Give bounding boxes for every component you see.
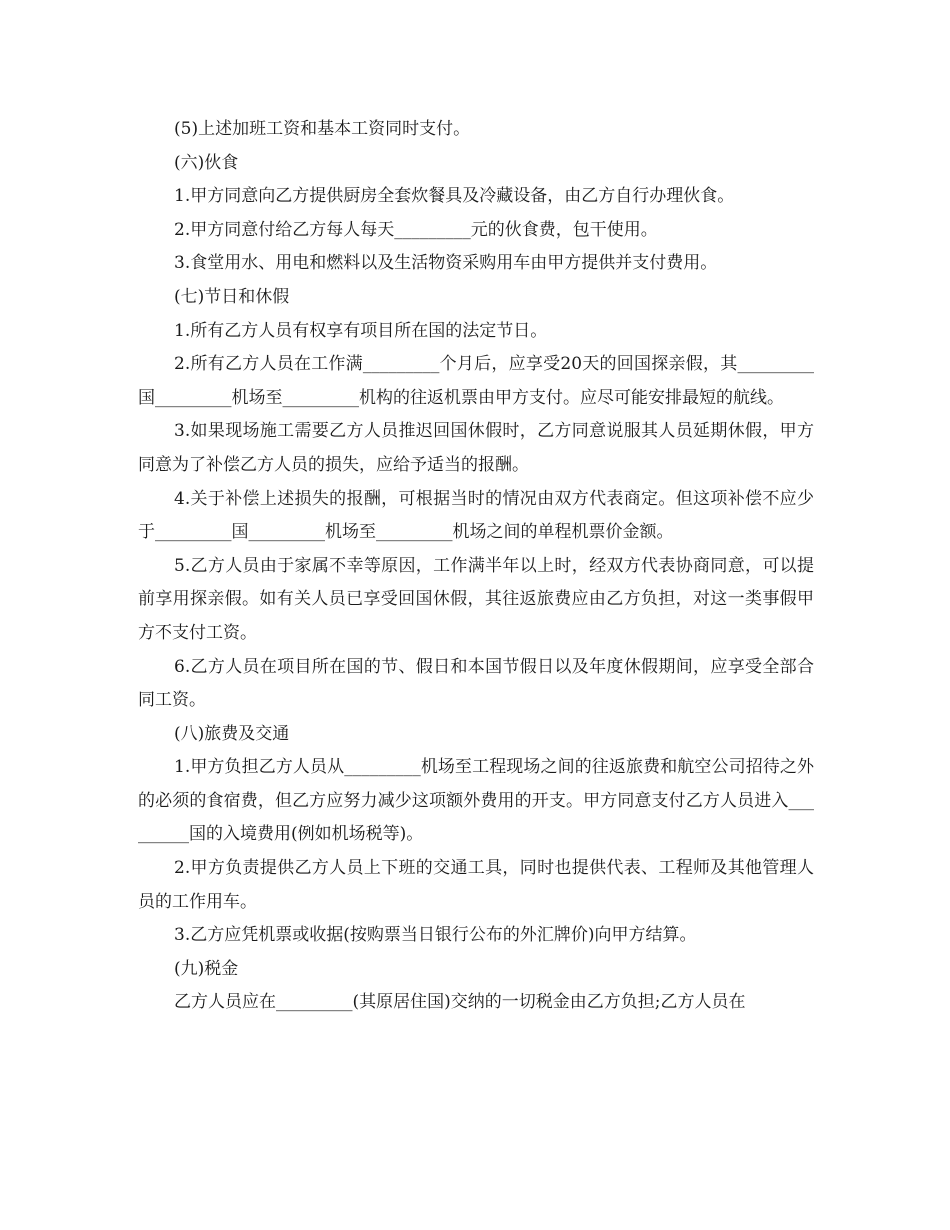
paragraph-early-leave: 5.乙方人员由于家属不幸等原因，工作满半年以上时，经双方代表协商同意，可以提前享用探亲假。如有关人员已享受回国休假，其往返旅费应由乙方负担，对这一类事假甲方不支付工资。	[138, 555, 814, 643]
paragraph-canteen-utilities: 3.食堂用水、用电和燃料以及生活物资采购用车由甲方提供并支付费用。	[174, 253, 718, 274]
paragraph-home-leave: 2.所有乙方人员在工作满_________个月后，应享受20天的回国探亲假，其_________国_________机场至_________机构的往返机票由甲方支付。应尽可能安排最短的航线。	[138, 354, 814, 408]
paragraph-taxes: 乙方人员应在_________(其原居住国)交纳的一切税金由乙方负担;乙方人员在	[174, 992, 746, 1013]
paragraph-meal-allowance: 2.甲方同意付给乙方每人每天_________元的伙食费，包干使用。	[174, 219, 658, 240]
paragraph-overtime-payment: (5)上述加班工资和基本工资同时支付。	[174, 119, 471, 139]
paragraph-settlement: 3.乙方应凭机票或收据(按购票当日银行公布的外汇牌价)向甲方结算。	[174, 925, 697, 946]
section-heading-travel: (八)旅费及交通	[174, 723, 290, 744]
section-heading-meals: (六)伙食	[174, 152, 239, 173]
paragraph-transport: 2.甲方负责提供乙方人员上下班的交通工具，同时也提供代表、工程师及其他管理人员的工作用车。	[138, 858, 814, 912]
paragraph-kitchen-equipment: 1.甲方同意向乙方提供厨房全套炊餐具及冷藏设备，由乙方自行办理伙食。	[174, 186, 735, 207]
section-heading-taxes: (九)税金	[174, 958, 239, 979]
paragraph-leave-postponement: 3.如果现场施工需要乙方人员推迟回国休假时，乙方同意说服其人员延期休假，甲方同意为了补偿乙方人员的损失，应给予适当的报酬。	[138, 421, 814, 475]
paragraph-compensation: 4.关于补偿上述损失的报酬，可根据当时的情况由双方代表商定。但这项补偿不应少于_________国_________机场至_________机场之间的单程机票价金额。	[138, 488, 814, 543]
paragraph-travel-expenses: 1.甲方负担乙方人员从_________机场至工程现场之间的往返旅费和航空公司招待之外的必须的食宿费，但乙方应努力减少这项额外费用的开支。甲方同意支付乙方人员进入_________国的入境费用(例如机场税等)。	[138, 757, 814, 845]
section-heading-holidays: (七)节日和休假	[174, 286, 290, 307]
document-body	[138, 113, 814, 1020]
paragraph-holiday-wages: 6.乙方人员在项目所在国的节、假日和本国节假日以及年度休假期间，应享受全部合同工资。	[138, 656, 814, 711]
paragraph-legal-holidays: 1.所有乙方人员有权享有项目所在国的法定节日。	[174, 320, 548, 341]
